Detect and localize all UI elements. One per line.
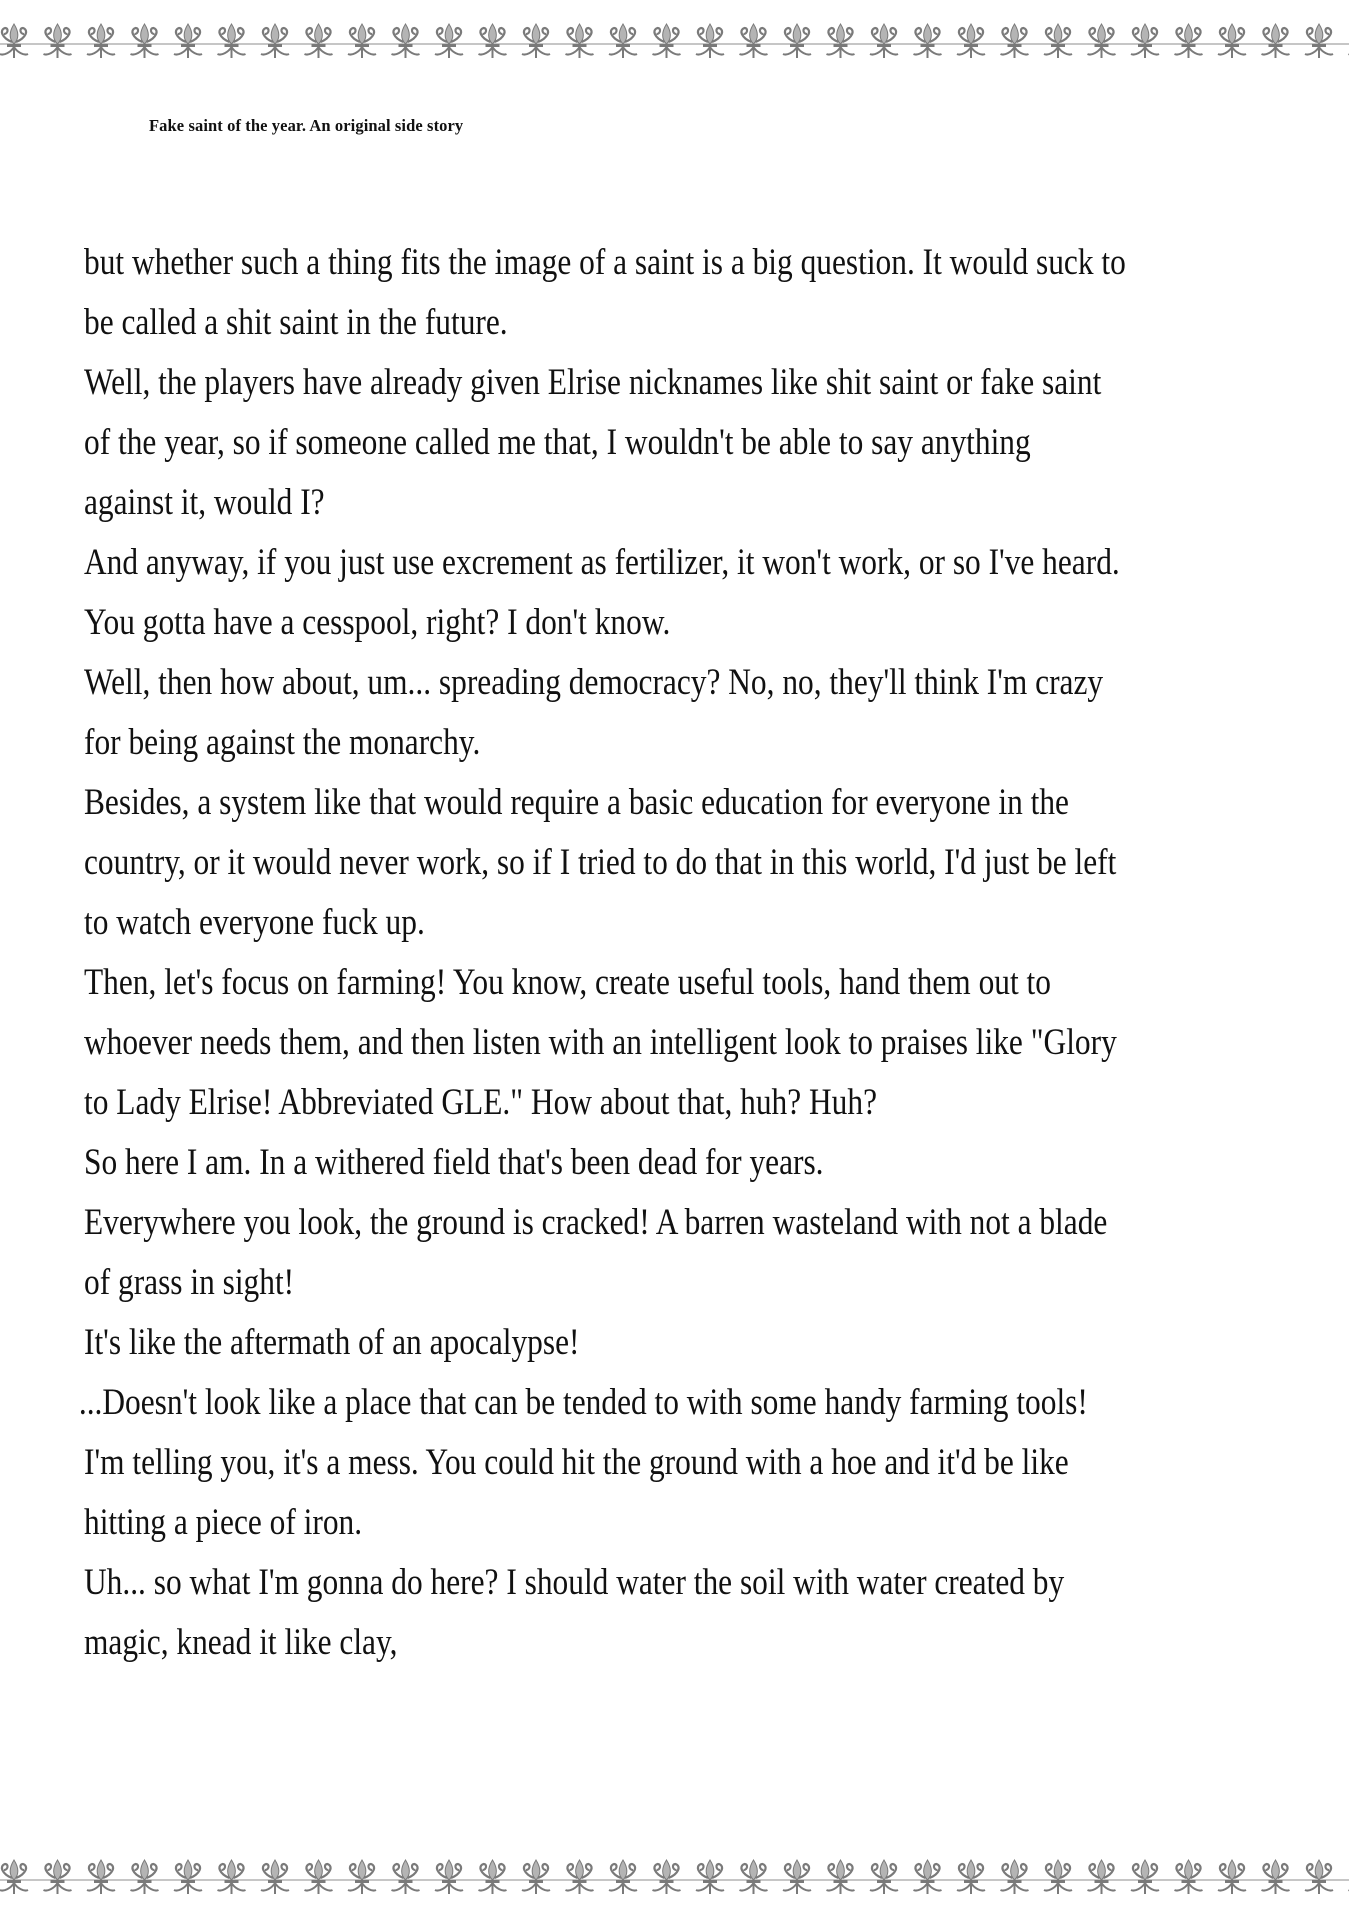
text-line: country, or it would never work, so if I tried to do that in this world, I'd just be left [84,841,1117,882]
text-line: for being against the monarchy. [84,721,481,762]
text-line: be called a shit saint in the future. [84,301,508,342]
running-header: Fake saint of the year. An original side story [149,116,464,135]
bottom-ornament-border [0,1850,1349,1906]
text-line: And anyway, if you just use excrement as fertilizer, it won't work, or so I've heard. [84,541,1120,582]
text-line: against it, would I? [84,481,325,522]
fleur-de-lis-border-icon [0,14,1349,70]
text-line: of grass in sight! [84,1261,295,1302]
text-line: but whether such a thing fits the image of a saint is a big question. It would suck to [84,241,1126,282]
text-line: whoever needs them, and then listen with an intelligent look to praises like "Glory [84,1021,1117,1062]
text-line: Besides, a system like that would require a basic education for everyone in the [84,781,1069,822]
text-line: ...Doesn't look like a place that can be tended to with some handy farming tools! [78,1381,1088,1422]
text-line: I'm telling you, it's a mess. You could hit the ground with a hoe and it'd be like [84,1441,1069,1482]
text-line: Everywhere you look, the ground is cracked! A barren wasteland with not a blade [84,1201,1108,1242]
text-line: Well, then how about, um... spreading democracy? No, no, they'll think I'm crazy [84,661,1104,702]
story-text [78,232,1142,1672]
fleur-de-lis-border-icon [0,1850,1349,1906]
top-ornament-border [0,14,1349,70]
text-line: Well, the players have already given Elrise nicknames like shit saint or fake saint [84,361,1102,402]
text-line: to watch everyone fuck up. [84,901,425,942]
text-line: It's like the aftermath of an apocalypse! [84,1321,580,1362]
text-line: to Lady Elrise! Abbreviated GLE." How about that, huh? Huh? [84,1081,878,1122]
text-line: magic, knead it like clay, [84,1621,398,1662]
text-line: of the year, so if someone called me that, I wouldn't be able to say anything [84,421,1031,462]
text-line: So here I am. In a withered field that's been dead for years. [84,1141,824,1182]
text-line: Then, let's focus on farming! You know, create useful tools, hand them out to [84,961,1051,1002]
text-line: hitting a piece of iron. [84,1501,363,1542]
text-line: Uh... so what I'm gonna do here? I should water the soil with water created by [84,1561,1065,1602]
text-line: You gotta have a cesspool, right? I don't know. [84,601,671,642]
